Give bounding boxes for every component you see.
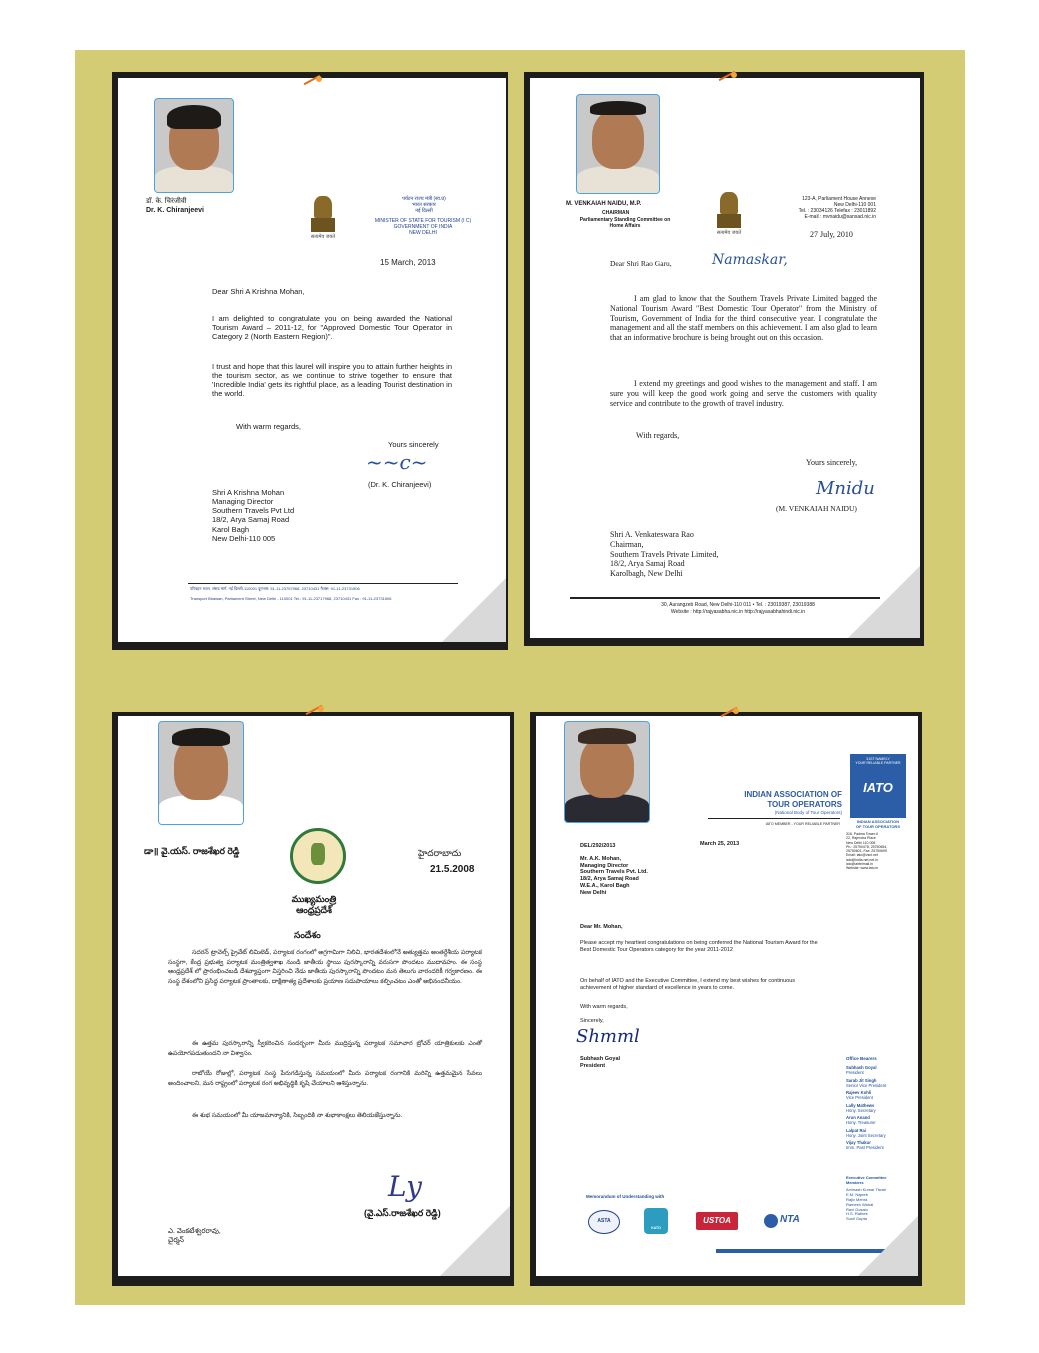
letter3-recipient: ఎ. వెంకటేశ్వరరావు, చైర్మన్ — [168, 1228, 221, 1244]
letter1-name-hindi: डॉ. के. चिरंजीवी — [146, 198, 187, 205]
letter2-salutation: Dear Shri Rao Garu, — [610, 259, 672, 268]
office-bearer-item — [846, 1065, 914, 1075]
letter2-para1: I am glad to know that the Southern Travels Private Limited bagged the National Tourism Award "Best Domestic Tour Operator" from the Ministry of Tourism, Government of India for the third consecutive year. I congratulate the management and all the staff members on this achievement. I am also glad to learn that an informative brochure is being brought out on this occasion. — [610, 294, 877, 342]
office-bearers-list — [846, 1065, 914, 1153]
letter2-page-curl — [848, 566, 920, 638]
office-bearer-name: Lalpat Rai — [846, 1127, 867, 1133]
iato-side-address: 316, Padma Tower-II 22, Rajendra Place New Delhi 110 008 Ph.: 25750478, 25750654, 25750601, Fax: 25750699 Email: iato@vsnl.net iato@india.net.net.in iato@airtelmail.in Website: www.iato.in — [846, 832, 888, 871]
office-bearer-role: President — [846, 1070, 864, 1076]
letter4-para1: Please accept my heartiest congratulations on being conferred the National Tourism Award for the Best Domestic Tour Operators category for the year 2011-2012 — [580, 940, 818, 953]
letter3-heading: సందేశం — [294, 930, 321, 940]
office-bearer-role: Hony. Secretary — [846, 1107, 876, 1113]
letter4-signer: Subhash Goyal President — [580, 1056, 621, 1069]
letter4-closing: Sincerely, — [580, 1018, 604, 1024]
office-bearer-role: Hony. Treasurer — [846, 1120, 876, 1126]
office-bearer-name: Arun Anand — [846, 1115, 870, 1121]
letter2-footer-rule — [570, 597, 880, 599]
national-emblem-icon: सत्यमेव जयते — [308, 196, 338, 242]
executive-committee-members: Arvinash Kumar Tiwari E.M. Najeeb Rajiv Mehra Ramesh Wahal Ravi Gosain H.S. Rathee Sunil Gupta — [846, 1187, 887, 1222]
office-bearer-name: Sarab Jit Singh — [846, 1077, 877, 1083]
letter3-para1: సదరన్ ట్రావెల్స్ ప్రైవేట్ లిమిటెడ్, పర్యాటక రంగంలో అగ్రగామిగా నిలిచి, భారతదేశంలోనే అత్యుత్తమ అంతర్దేశీయ పర్యాటక సంస్థగా, కేంద్ర ప్రభుత్వ పర్యాటక మంత్రిత్వశాఖ నుండి జాతీయ స్థాయి పురస్కారాన్ని వరుసగా పొందటం ముదావహం. ఈ సంస్థ ఆంధ్రప్రదేశ్ లో ప్రారంభించబడి దేశవ్యాప్తంగా విస్తరించి నేడు జాతీయ పురస్కారాన్ని పొందటం మన తెలుగు వారందరికీ గర్వకారణం. ఈ సంస్థ దేశంలోని ప్రసిద్ధ పర్యాటక ప్రాంతాలకు, దాక్షిణాత్య ప్రదేశాలకు ప్రయాణ సదుపాయాలు కల్పించటం ఎంతో అభినందనీయం. — [168, 949, 482, 985]
letter4-regards: With warm regards, — [580, 1004, 628, 1010]
letter2-address: Shri A. Venkateswara Rao Chairman, Southern Travels Private Limited, 18/2, Arya Samaj Road Karolbagh, New Delhi — [610, 530, 719, 578]
letter3-para4: ఈ శుభ సమయంలో మీ యాజమాన్యానికి, సిబ్బందికి నా శుభాకాంక్షలు తెలియజేస్తున్నాను. — [192, 1112, 403, 1119]
letter1-footer-hindi: परिवहन भवन, संसद मार्ग, नई दिल्ली-110001 दूरभाष: 91-11-23757968, 23710431 फैक्स: 91-11-23731506 — [190, 586, 360, 591]
letter4-address: Mr. A.K. Mohan, Managing Director Southern Travels Pvt. Ltd. 18/2, Arya Samaj Road W.E.A., Karol Bagh New Delhi — [580, 856, 648, 896]
letter2-para2: I extend my greetings and good wishes to the management and staff. I am sure you will keep the good work going and serve the customers with quality service and contribute to the growth of travel industry. — [610, 379, 877, 408]
letter4-salutation: Dear Mr. Mohan, — [580, 924, 623, 930]
letter1-salutation: Dear Shri A Krishna Mohan, — [212, 287, 305, 296]
mou-title: Memorandum of Understanding with — [586, 1194, 665, 1199]
letter4-paper — [536, 716, 918, 1276]
iato-tagline: IATO MEMBER - YOUR RELIABLE PARTNER — [765, 822, 840, 826]
letter3-signature: Ly — [388, 1170, 422, 1203]
iato-org-subtitle: (National Body of Tour Operators) — [774, 810, 842, 815]
letter3-name-telugu: డా॥ వై.యస్. రాజశేఖర రెడ్డి — [144, 846, 240, 856]
office-bearer-name: Subhash Goyal — [846, 1065, 877, 1070]
letter2-name: M. VENKAIAH NAIDU, M.P. — [566, 201, 642, 207]
letter3-paper — [118, 716, 510, 1276]
letter2-closing: Yours sincerely, — [806, 458, 858, 467]
office-bearer-item — [846, 1078, 914, 1088]
letter2-footer-address: 30, Aurangzeb Road, New Delhi-110 011 • Tel. : 23019387, 23019388 — [661, 602, 815, 608]
letter1-para2: I trust and hope that this laurel will inspire you to attain further heights in the tourism sector, as we continue to strive together to ensure that 'Incredible India' gets its rightful place, as a leading Tourist destination in the world. — [212, 362, 452, 399]
office-bearer-role: Senior Vice President — [846, 1082, 887, 1088]
mou-logo-asta-icon: ASTA — [588, 1210, 620, 1234]
letter1-name: Dr. K. Chiranjeevi — [146, 207, 204, 214]
mou-logo-nta-icon: NTA — [764, 1212, 814, 1230]
letter1-page-curl — [442, 578, 506, 642]
letter1-office: MINISTER OF STATE FOR TOURISM (I C) GOVERNMENT OF INDIA NEW DELHI — [374, 218, 472, 237]
letter2-paper — [530, 78, 920, 638]
letter2-signature-name: (M. VENKAIAH NAIDU) — [776, 504, 857, 513]
letter2-portrait — [576, 94, 660, 194]
ap-state-emblem-icon — [290, 828, 346, 884]
letter1-footer-rule — [188, 583, 458, 584]
letter1-closing: Yours sincerely — [388, 440, 439, 449]
letter2-date: 27 July, 2010 — [810, 230, 853, 239]
letter1-paper — [118, 78, 506, 642]
letter1-signature-name: (Dr. K. Chiranjeevi) — [368, 480, 432, 489]
letter3-title-telugu: ముఖ్యమంత్రి ఆంధ్రప్రదేశ్ — [291, 894, 337, 915]
office-bearer-name: Rajeev Kohli — [846, 1090, 872, 1096]
office-bearer-name: Vijay Thakur — [846, 1140, 871, 1146]
letter2-regards: With regards, — [636, 431, 680, 440]
letter2-footer-website: Website : http://rajyasabha.nic.in http://rajyasabhahindi.nic.in — [670, 609, 806, 615]
letter2-committee: Parliamentary Standing Committee on Home Affairs — [579, 217, 671, 230]
letter1-regards: With warm regards, — [236, 422, 302, 431]
office-bearer-name: Lally Mathews — [846, 1102, 875, 1108]
office-bearer-item — [846, 1090, 914, 1100]
iato-org-name: INDIAN ASSOCIATION OF TOUR OPERATORS — [744, 790, 842, 809]
letter1-footer: Transport Bhawan, Parliament Street, New Delhi - 110001 Tel.: 91-11-23717968, 23710431 Fax : 91-11-23731506 — [190, 596, 392, 601]
letter4-page-curl — [858, 1216, 918, 1276]
iato-header-rule — [708, 818, 840, 819]
letter3-portrait — [158, 721, 244, 825]
office-bearer-item — [846, 1128, 914, 1138]
letter4-reference: DEL/292/2013 — [580, 843, 616, 849]
letter2-address-header: 123-A, Parliament House Annexe New Delhi-110 001 Tel. : 23034126 Telefax : 23011892 E-mail : mvnaidu@sansad.nic.in — [798, 196, 876, 221]
letter3-date: 21.5.2008 — [430, 864, 475, 875]
letter4-portrait — [564, 721, 650, 823]
letter1-portrait — [154, 98, 234, 193]
national-emblem-icon: सत्यमेव जयते — [714, 192, 744, 238]
office-bearer-role: Vice President — [846, 1095, 873, 1101]
letter1-para1: I am delighted to congratulate you on being awarded the National Tourism Award – 2011-12, for "Approved Domestic Tour Operator in Category 2 (North Eastern Region)". — [212, 314, 452, 342]
letter1-signature: ~~c~ — [366, 450, 428, 474]
executive-committee-title: Executive Committee Members — [846, 1175, 887, 1185]
office-bearers-title: Office Bearers — [846, 1056, 877, 1061]
office-bearer-item — [846, 1115, 914, 1125]
mou-logo-kato-icon: KATO — [644, 1208, 668, 1234]
office-bearer-item — [846, 1103, 914, 1113]
office-bearer-role: Hony. Joint Secretary — [846, 1132, 886, 1138]
letter2-title: CHAIRMAN — [602, 210, 630, 216]
letter3-page-curl — [440, 1206, 510, 1276]
letter3-para3: రాబోయే రోజుల్లో, పర్యాటక సంస్థ పేరుగడిస్తున్న సమయంలో మీరు పర్యాటక రంగానికి మరిన్ని ఉత్తమమైన సేవలు అందించాలని, మన రాష్ట్రంలో పర్యాటక రంగ అభివృద్ధికి కృషి చేయాలని ఆశిస్తున్నాను. — [168, 1070, 482, 1087]
letter2-signature: Mnidu — [816, 478, 875, 499]
letter3-signature-name: (వై.ఎస్.రాజశేఖర రెడ్డి) — [364, 1208, 441, 1218]
letter3-para2: ఈ ఉత్తమ పురస్కారాన్ని స్వీకరించిన సందర్భంగా మీరు ముద్రిస్తున్న పర్యాటక సమాచార బ్రోచర్ యాత్రికులకు ఎంతో ఉపయోగపడుతుందని నా విశ్వాసం. — [168, 1040, 482, 1057]
mou-logo-ustoa-icon: USTOA — [696, 1212, 738, 1230]
letter4-pin-icon — [720, 708, 742, 716]
office-bearer-role: Imm. Past President — [846, 1145, 884, 1151]
letter2-pin-icon — [718, 72, 740, 80]
letter3-pin-icon — [305, 706, 327, 714]
office-bearer-item — [846, 1140, 914, 1150]
letter4-date: March 25, 2013 — [700, 841, 740, 847]
iato-logo-icon: 31ST NAMELY YOUR RELIABLE PARTNER IATO — [850, 754, 906, 818]
letter4-para2: On behalf of IATO and the Executive Committee, I extend my best wishes for continuous achievement of higher standard of excellence in years to come. — [580, 978, 796, 991]
letter3-place: హైదరాబాదు — [418, 848, 462, 858]
letter1-date: 15 March, 2013 — [380, 258, 436, 267]
iato-logo-caption: INDIAN ASSOCIATION OF TOUR OPERATORS — [855, 819, 900, 829]
letter1-pin-icon — [303, 76, 325, 84]
letter4-signature: Shmml — [576, 1026, 640, 1047]
letter2-handwritten-greeting: Namaskar, — [712, 252, 788, 268]
letter1-address: Shri A Krishna Mohan Managing Director Southern Travels Pvt Ltd 18/2, Arya Samaj Road Karol Bagh New Delhi-110 005 — [212, 488, 295, 543]
letter1-office-hindi: पर्यटन राज्य मंत्री (स्व.प्र) भारत सरकार नई दिल्ली — [402, 196, 446, 215]
